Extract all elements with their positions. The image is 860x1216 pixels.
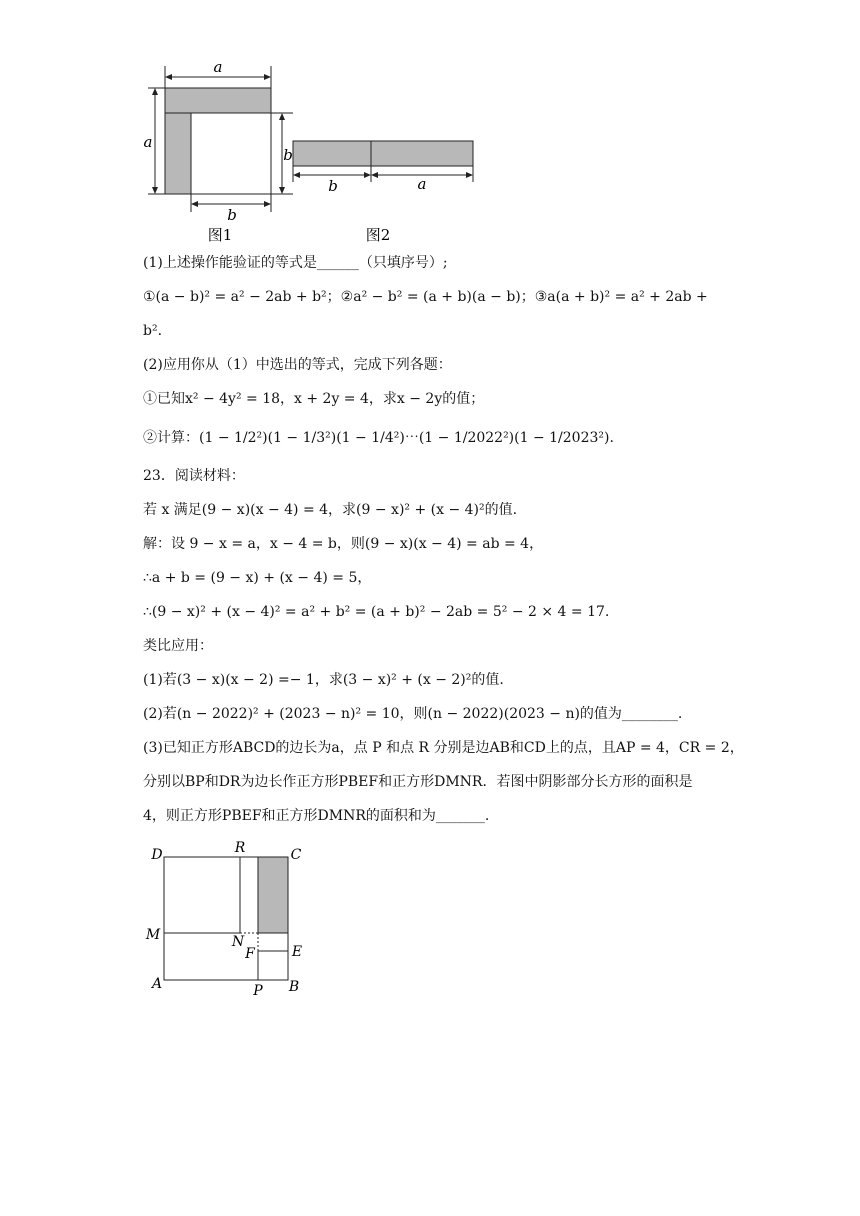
q23-line1: 若 x 满足(9 − x)(x − 4) = 4，求(9 − x)² + (x − 4)²的值. [143,502,518,518]
fig2-strip-b [293,141,371,166]
q22-part2-prompt: (2)应用你从（1）中选出的等式，完成下列各题： [143,357,452,373]
fig3-label-c: C [290,847,302,863]
fig2-strip-a [371,141,473,166]
q23-line4: ∴(9 − x)² + (x − 4)² = a² + b² = (a + b)² − 2ab = 5² − 2 × 4 = 17. [143,604,610,620]
fig3-label-b: B [288,979,300,995]
figure-1 [144,58,293,244]
fig1-white-square [191,113,271,194]
q22-sub1: ①已知x² − 4y² = 18，x + 2y = 4，求x − 2y的值； [143,391,485,407]
fig1-caption: 图1 [207,226,233,244]
fig3-label-n: N [231,934,245,950]
fig1-top-strip [165,88,271,113]
q23-line2: 解：设 9 − x = a，x − 4 = b，则(9 − x)(x − 4) = ab = 4， [143,536,544,552]
q22-sub2: ②计算：(1 − 1/2²)(1 − 1/3²)(1 − 1/4²)⋯(1 − 1/2022²)(1 − 1/2023²). [143,430,614,446]
fig1-label-a-top: a [213,58,223,76]
fig1-label-a-left: a [143,133,153,151]
fig3-label-d: D [151,847,163,863]
fig3-label-r: R [234,840,246,856]
figure-1-and-2 [140,60,500,250]
shaded-rectangle [258,857,288,933]
fig3-label-p: P [253,983,263,999]
q23-p1: (1)若(3 − x)(x − 2) =− 1，求(3 − x)² + (x − 2)²的值. [143,672,504,688]
q23-line3: ∴a + b = (9 − x) + (x − 4) = 5， [143,570,372,586]
q22-part1-prompt: (1)上述操作能验证的等式是______（只填序号）; [143,255,448,271]
q23-heading: 23．阅读材料： [143,468,245,484]
figure-2 [293,141,473,244]
fig1-label-b-right: b [283,146,293,164]
fig1-label-b-bottom: b [227,206,237,224]
q23-analog: 类比应用： [143,638,213,654]
fig1-left-strip [165,113,191,194]
q23-p2: (2)若(n − 2022)² + (2023 − n)² = 10，则(n − 2022)(2023 − n)的值为________. [143,706,683,722]
fig3-label-a: A [151,976,163,992]
q23-p3-line3: 4，则正方形PBEF和正方形DMNR的面积和为_______. [143,808,490,824]
fig3-label-m: M [145,927,161,943]
figure-3 [140,840,310,1000]
fig3-label-e: E [291,944,303,960]
fig2-label-b: b [328,177,338,195]
fig2-label-a: a [417,175,427,193]
q22-options-line2: b². [143,323,163,339]
fig3-label-f: F [245,946,255,962]
q23-p3-line2: 分别以BP和DR为边长作正方形PBEF和正方形DMNR．若图中阴影部分长方形的面积是 [143,774,693,790]
q23-p3-line1: (3)已知正方形ABCD的边长为a，点 P 和点 R 分别是边AB和CD上的点，且AP = 4，CR = 2， [143,740,744,756]
q22-options-line1: ①(a − b)² = a² − 2ab + b²；②a² − b² = (a + b)(a − b)；③a(a + b)² = a² + 2ab + [143,289,708,305]
fig2-caption: 图2 [365,226,391,244]
